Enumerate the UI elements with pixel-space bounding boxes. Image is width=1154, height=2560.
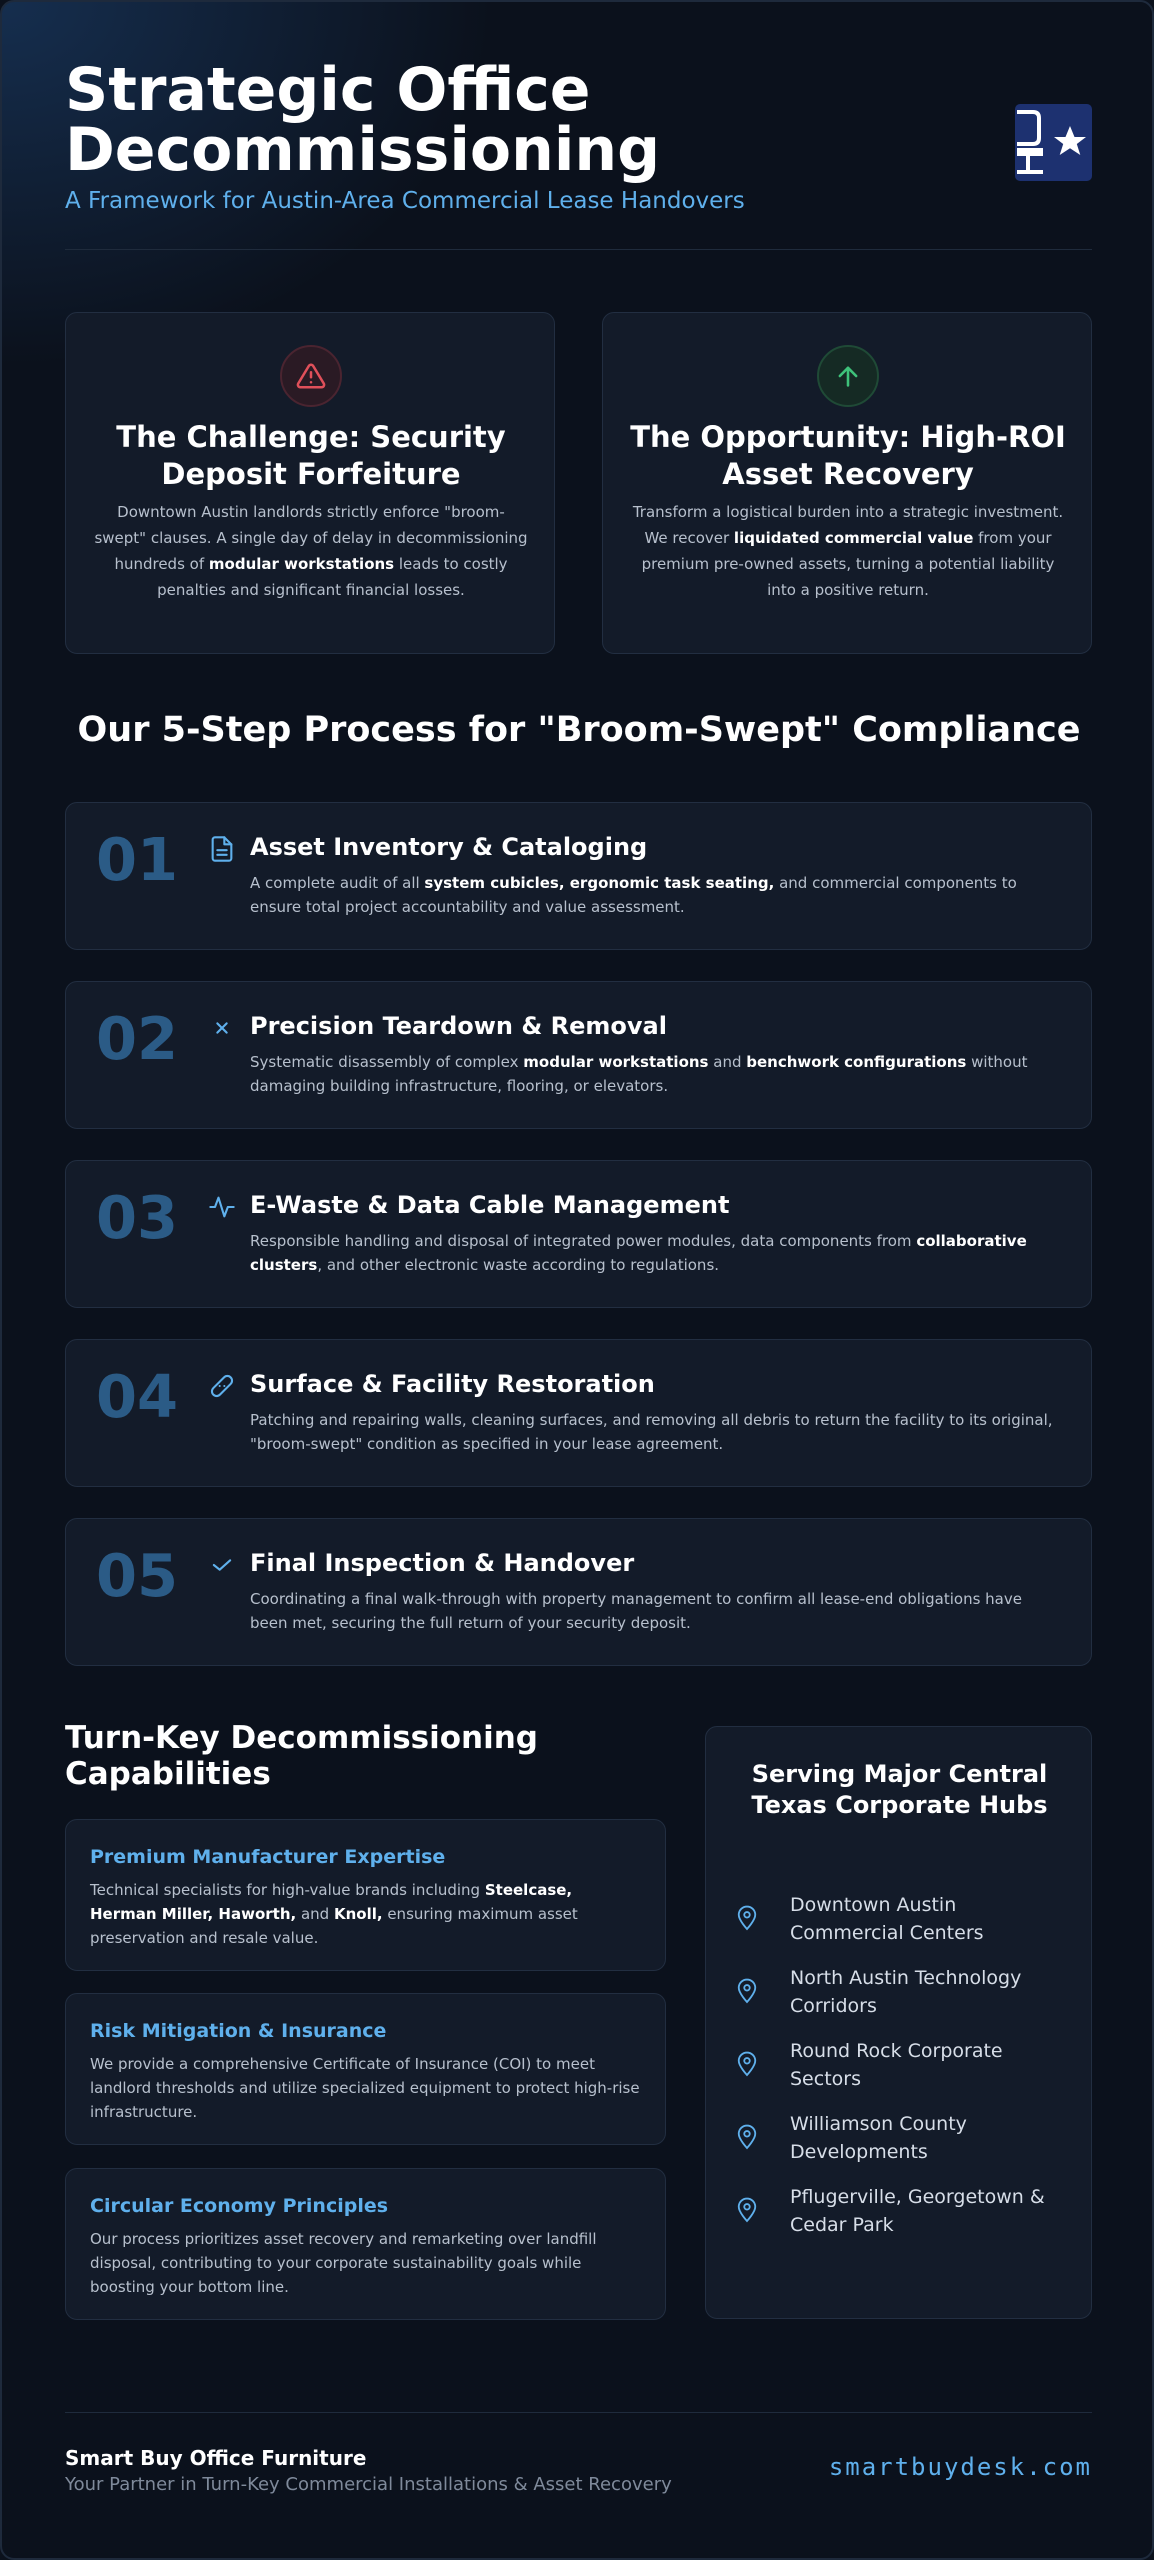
footer-divider xyxy=(65,2412,1092,2413)
map-pin-icon xyxy=(736,2124,758,2150)
step-number: 02 xyxy=(96,1004,179,1073)
header-divider xyxy=(65,249,1092,250)
warning-triangle-icon xyxy=(280,345,342,407)
hub-label: Downtown Austin Commercial Centers xyxy=(790,1894,984,1944)
activity-pulse-icon xyxy=(208,1193,236,1221)
step-title: Precision Teardown & Removal xyxy=(250,1012,667,1040)
step-title: Surface & Facility Restoration xyxy=(250,1370,655,1398)
challenge-text: Downtown Austin landlords strictly enforce "broom-swept" clauses. A single day of delay in decommissioning hundreds of modular workstations leads to costly penalties and significant financial losses. xyxy=(94,503,528,599)
close-x-icon xyxy=(208,1014,236,1042)
step-title: E-Waste & Data Cable Management xyxy=(250,1191,730,1219)
step-number: 03 xyxy=(96,1183,179,1252)
map-pin-icon xyxy=(736,1905,758,1931)
capability-title: Risk Mitigation & Insurance xyxy=(90,2020,387,2042)
capability-text: We provide a comprehensive Certificate of Insurance (COI) to meet landlord thresholds and utilize specialized equipment to protect high-rise infrastructure. xyxy=(90,2055,640,2121)
hub-label: Williamson County Developments xyxy=(790,2113,967,2163)
capability-card xyxy=(65,2168,666,2320)
step-description: Patching and repairing walls, cleaning surfaces, and removing all debris to return the facility to its original, "broom-swept" condition as specified in your lease agreement. xyxy=(250,1411,1053,1453)
challenge-title: The Challenge: Security Deposit Forfeiture xyxy=(116,420,506,491)
step-number: 01 xyxy=(96,825,179,894)
step-description: Responsible handling and disposal of integrated power modules, data components from collaborative clusters, and other electronic waste according to regulations. xyxy=(250,1232,1027,1274)
step-description: Coordinating a final walk-through with property management to confirm all lease-end obligations have been met, securing the full return of your security deposit. xyxy=(250,1590,1022,1632)
opportunity-text: Transform a logistical burden into a strategic investment. We recover liquidated commercial value from your premium pre-owned assets, turning a potential liability into a positive return. xyxy=(632,503,1064,599)
capabilities-title: Turn-Key Decommissioning Capabilities xyxy=(65,1720,538,1792)
capability-card xyxy=(65,1993,666,2145)
arrow-up-icon xyxy=(817,345,879,407)
hub-label: North Austin Technology Corridors xyxy=(790,1967,1022,2017)
hubs-card xyxy=(705,1726,1092,2319)
process-step xyxy=(65,802,1092,950)
capability-text: Technical specialists for high-value brands including Steelcase, Herman Miller, Haworth, and Knoll, ensuring maximum asset preservation and resale value. xyxy=(90,1881,578,1947)
capability-text: Our process prioritizes asset recovery and remarketing over landfill disposal, contributing to your corporate sustainability goals while boosting your bottom line. xyxy=(90,2230,597,2296)
process-step xyxy=(65,1339,1092,1487)
map-pin-icon xyxy=(736,2051,758,2077)
hub-item xyxy=(734,1964,1074,2020)
map-pin-icon xyxy=(736,1978,758,2004)
step-title: Final Inspection & Handover xyxy=(250,1549,635,1577)
footer-company: Smart Buy Office Furniture xyxy=(65,2446,367,2470)
page-subtitle: A Framework for Austin-Area Commercial Lease Handovers xyxy=(65,188,745,214)
process-step xyxy=(65,1160,1092,1308)
hub-item xyxy=(734,2183,1074,2239)
challenge-card xyxy=(65,312,555,654)
step-title: Asset Inventory & Cataloging xyxy=(250,833,648,861)
office-chair-star-icon xyxy=(1015,104,1092,181)
hub-item xyxy=(734,1891,1074,1947)
hub-item xyxy=(734,2110,1074,2166)
hubs-title: Serving Major Central Texas Corporate Hubs xyxy=(751,1760,1048,1819)
step-description: A complete audit of all system cubicles, ergonomic task seating, and commercial components to ensure total project accountability and value assessment. xyxy=(250,874,1017,916)
checkmark-icon xyxy=(208,1551,236,1579)
office-chair-star-logo xyxy=(1015,104,1092,181)
process-step xyxy=(65,1518,1092,1666)
process-step xyxy=(65,981,1092,1129)
footer-tagline: Your Partner in Turn-Key Commercial Installations & Asset Recovery xyxy=(65,2474,672,2495)
bandage-icon xyxy=(208,1372,236,1400)
page-title: Strategic Office Decommissioning xyxy=(65,55,661,185)
step-number: 05 xyxy=(96,1541,179,1610)
capability-title: Circular Economy Principles xyxy=(90,2195,389,2217)
capability-title: Premium Manufacturer Expertise xyxy=(90,1846,446,1868)
step-number: 04 xyxy=(96,1362,179,1431)
opportunity-title: The Opportunity: High-ROI Asset Recovery xyxy=(630,420,1066,491)
capability-card xyxy=(65,1819,666,1971)
map-pin-icon xyxy=(736,2197,758,2223)
footer-website-link[interactable]: smartbuydesk.com xyxy=(828,2453,1092,2481)
hub-label: Round Rock Corporate Sectors xyxy=(790,2040,1003,2090)
hub-label: Pflugerville, Georgetown & Cedar Park xyxy=(790,2186,1045,2236)
document-icon xyxy=(208,835,236,863)
hub-item xyxy=(734,2037,1074,2093)
opportunity-card xyxy=(602,312,1092,654)
step-description: Systematic disassembly of complex modular workstations and benchwork configurations without damaging building infrastructure, flooring, or elevators. xyxy=(250,1053,1028,1095)
process-title: Our 5-Step Process for "Broom-Swept" Compliance xyxy=(77,710,1081,750)
